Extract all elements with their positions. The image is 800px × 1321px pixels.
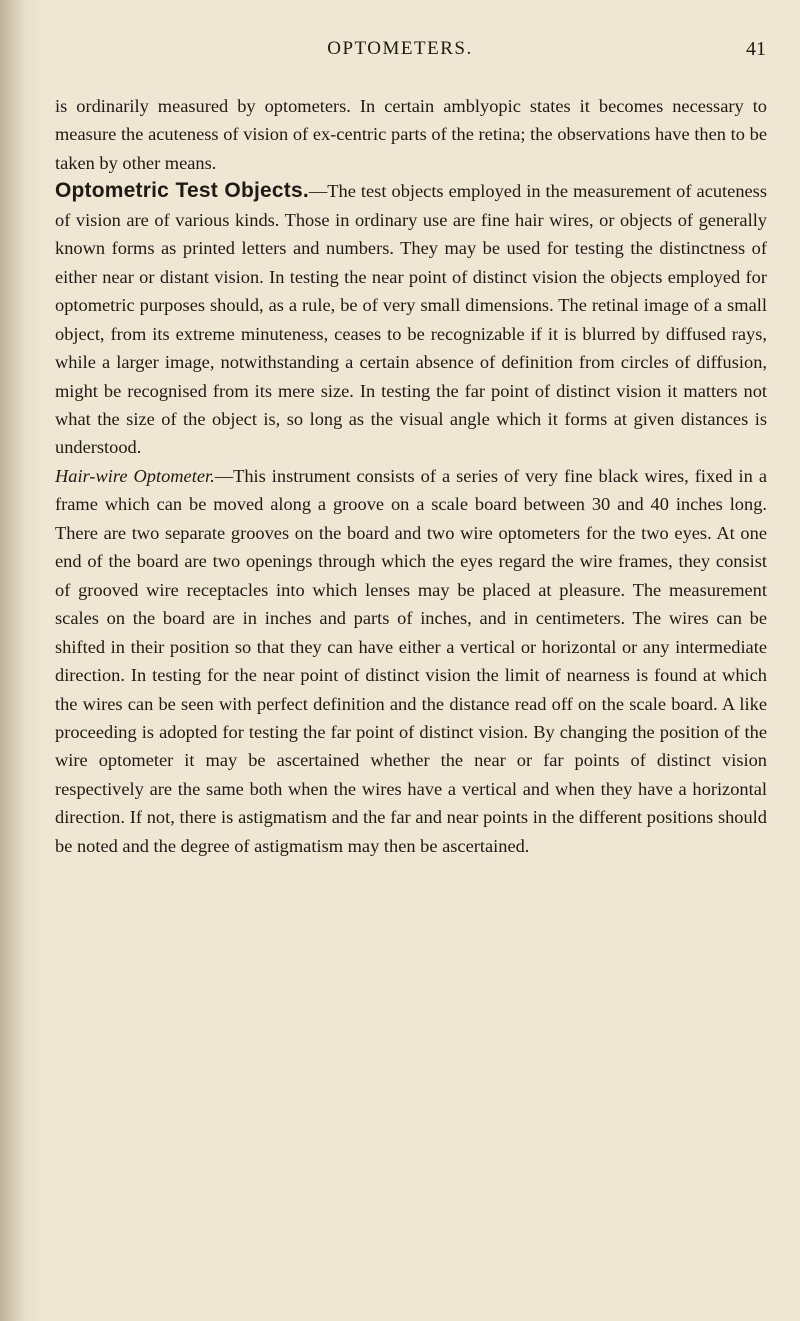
test-objects-text: —The test objects employed in the measurement of acuteness of vision are of various kinds. Those in ordinary use are fine hair wires, or objects of generally known forms as printed letters and numbers. They may be used for testing the distinctness of either near or distant vision. In testing the near point of distinct vision the objects employed for optometric purposes should, as a rule, be of very small dimensions. The retinal image of a small object, from its extreme minuteness, ceases to be recognizable if it is blurred by diffused rays, while a larger image, notwithstanding a certain absence of definition from circles of diffusion, might be recognised from its mere size. In testing the far point of distinct vision it matters not what the size of the object is, so long as the visual angle which it forms at given distances is understood.	[55, 181, 768, 458]
hair-wire-text: —This instrument consists of a series of very fine black wires, fixed in a frame which can be moved along a groove on a scale board between 30 and 40 inches long. There are two separate grooves on the board and two wire optometers for the two eyes. At one end of the board are two openings through which the eyes regard the wire frames, they consist of grooved wire receptacles into which lenses may be placed at pleasure. The measurement scales on the board are in inches and parts of inches, and in centimeters. The wires can be shifted in their position so that they can have either a vertical or horizontal or any intermediate direction. In testing for the near point of distinct vision the limit of nearness is found at which the wires can be seen with perfect definition and the distance read off on the scale board. A like proceeding is adopted for testing the far point of distinct vision. By changing the position of the wire optometer it may be ascertained whether the near or far points of distinct vision respectively are the same both when the wires have a vertical and when they have a horizontal direction. If not, there is astigmatism and the far and near points in the different positions should be noted and the degree of astigmatism may then be ascertained.	[55, 465, 767, 856]
hair-wire-paragraph	[55, 462, 767, 860]
section-heading: Optometric Test Objects.	[55, 179, 309, 203]
page-body	[55, 92, 767, 860]
test-objects-paragraph	[55, 177, 767, 462]
page-number: 41	[746, 38, 766, 60]
running-head: OPTOMETERS.	[327, 38, 473, 59]
subsection-heading: Hair-wire Optometer.	[55, 465, 215, 486]
intro-paragraph: is ordinarily measured by optometers. In certain amblyopic states it becomes necessary to measure the acuteness of vision of ex-centric parts of the retina; the observations have then to be taken by other means.	[55, 96, 767, 173]
page-header	[0, 38, 800, 66]
